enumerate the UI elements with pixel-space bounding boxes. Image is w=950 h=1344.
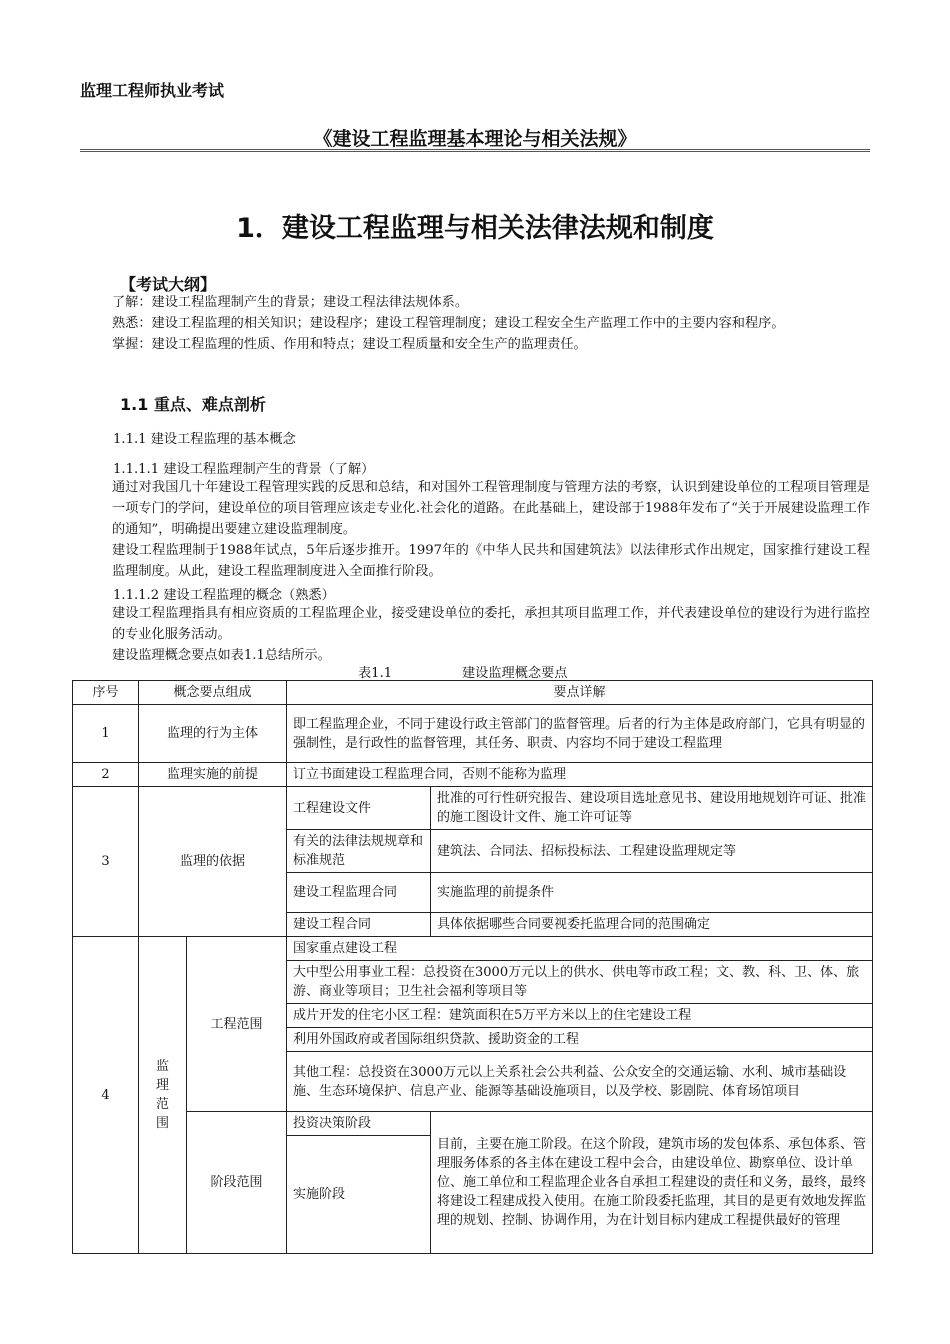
basis-detail: 批准的可行性研究报告、建设项目选址意见书、建设用地规划许可证、批准的施工图设计文件、施工许可证等 bbox=[431, 787, 873, 830]
outline-heading: 【考试大纲】 bbox=[120, 275, 217, 294]
table-caption-title: 建设监理概念要点 bbox=[462, 666, 568, 681]
table-row bbox=[73, 937, 873, 961]
section-1-1-1-1-title: 1.1.1.1 建设工程监理制产生的背景（了解） bbox=[113, 462, 375, 477]
outline-master: 掌握：建设工程监理的性质、作用和特点；建设工程质量和安全生产的监理责任。 bbox=[112, 337, 587, 352]
chapter-title: 1．建设工程监理与相关法律法规和制度 bbox=[236, 213, 714, 244]
scope-item: 利用外国政府或者国际组织贷款、援助资金的工程 bbox=[287, 1028, 873, 1052]
basis-name: 建设工程合同 bbox=[287, 913, 431, 937]
outline-familiar: 熟悉：建设工程监理的相关知识；建设程序；建设工程管理制度；建设工程安全生产监理工作中的主要内容和程序。 bbox=[112, 316, 785, 331]
basis-name: 有关的法律法规规章和标准规范 bbox=[287, 830, 431, 873]
row-number: 1 bbox=[73, 705, 139, 763]
basis-name: 工程建设文件 bbox=[287, 787, 431, 830]
basis-name: 建设工程监理合同 bbox=[287, 873, 431, 913]
row-detail: 即工程监理企业，不同于建设行政主管部门的监督管理。后者的行为主体是政府部门，它具有明显的强制性，是行政性的监督管理，其任务、职责、内容均不同于建设工程监理 bbox=[287, 705, 873, 763]
book-title: 《建设工程监理基本理论与相关法规》 bbox=[313, 128, 637, 150]
section-1-1-title: 1.1 重点、难点剖析 bbox=[120, 395, 266, 414]
table-caption-number: 表1.1 bbox=[358, 666, 393, 681]
paragraph: 建设工程监理制于1988年试点，5年后逐步推开。1997年的《中华人民共和国建筑法》以法律形式作出规定，国家推行建设工程监理制度。从此，建设工程监理制度进入全面推行阶段。 bbox=[112, 543, 870, 579]
header-divider bbox=[80, 149, 870, 152]
document-header-label: 监理工程师执业考试 bbox=[80, 81, 225, 100]
stage-detail: 目前，主要在施工阶段。在这个阶段，建筑市场的发包体系、承包体系、管理服务体系的各主体在建设工程中会合，由建设单位、勘察单位、设计单位、施工单位和工程监理企业各自承担工程建设的责任和义务，最终，最终将建设工程建成投入使用。在施工阶段委托监理，其目的是更有效地发挥监理的规划、控制、协调作用，为在计划目标内建成工程提供最好的管理 bbox=[431, 1112, 873, 1254]
stage-implementation: 实施阶段 bbox=[287, 1136, 431, 1254]
row-detail: 订立书面建设工程监理合同，否则不能称为监理 bbox=[287, 763, 873, 787]
row-number: 2 bbox=[73, 763, 139, 787]
header-element: 概念要点组成 bbox=[139, 681, 287, 705]
section-1-1-1-1-body bbox=[80, 477, 870, 582]
basis-detail: 具体依据哪些合同要视委托监理合同的范围确定 bbox=[431, 913, 873, 937]
row-element: 监理的依据 bbox=[139, 787, 287, 937]
outline-content bbox=[80, 292, 870, 355]
stage-decision: 投资决策阶段 bbox=[287, 1112, 431, 1136]
scope-item: 其他工程：总投资在3000万元以上关系社会公共利益、公众安全的交通运输、水利、城市基础设施、生态环境保护、信息产业、能源等基础设施项目，以及学校、影剧院、体育场馆项目 bbox=[287, 1052, 873, 1112]
paragraph: 建设工程监理指具有相应资质的工程监理企业，接受建设单位的委托，承担其项目监理工作，并代表建设单位的建设行为进行监控的专业化服务活动。 bbox=[112, 606, 870, 642]
table-row bbox=[73, 763, 873, 787]
paragraph: 通过对我国几十年建设工程管理实践的反思和总结，和对国外工程管理制度与管理方法的考察，认识到建设单位的工程项目管理是一项专门的学问，建设单位的项目管理应该走专业化.社会化的道路。在此基础上，建设部于1988年发布了“关于开展建设监理工作的通知”，明确提出要建立建设监理制度。 bbox=[112, 480, 870, 537]
scope-item: 大中型公用事业工程：总投资在3000万元以上的供水、供电等市政工程；文、教、科、卫、体、旅游、商业等项目；卫生社会福利等项目等 bbox=[287, 961, 873, 1004]
stage-label: 阶段范围 bbox=[187, 1112, 287, 1254]
row-number: 3 bbox=[73, 787, 139, 937]
row-element: 监理实施的前提 bbox=[139, 763, 287, 787]
table-row bbox=[73, 1112, 873, 1136]
header-detail: 要点详解 bbox=[287, 681, 873, 705]
scope-item: 成片开发的住宅小区工程：建筑面积在5万平方米以上的住宅建设工程 bbox=[287, 1004, 873, 1028]
section-1-1-1-2-title: 1.1.1.2 建设工程监理的概念（熟悉） bbox=[113, 588, 335, 603]
table-row bbox=[73, 705, 873, 763]
header-no: 序号 bbox=[73, 681, 139, 705]
row-element: 监理范围 bbox=[139, 937, 187, 1254]
basis-detail: 建筑法、合同法、招标投标法、工程建设监理规定等 bbox=[431, 830, 873, 873]
concept-table bbox=[72, 680, 873, 1254]
row-element: 监理的行为主体 bbox=[139, 705, 287, 763]
outline-understand: 了解：建设工程监理制产生的背景；建设工程法律法规体系。 bbox=[112, 295, 469, 310]
section-1-1-1-title: 1.1.1 建设工程监理的基本概念 bbox=[113, 432, 296, 447]
table-header-row bbox=[73, 681, 873, 705]
row-number: 4 bbox=[73, 937, 139, 1254]
scope-item: 国家重点建设工程 bbox=[287, 937, 873, 961]
paragraph: 建设监理概念要点如表1.1总结所示。 bbox=[112, 648, 331, 663]
basis-detail: 实施监理的前提条件 bbox=[431, 873, 873, 913]
scope-label: 工程范围 bbox=[187, 937, 287, 1112]
section-1-1-1-2-body bbox=[80, 603, 870, 666]
table-row bbox=[73, 787, 873, 830]
